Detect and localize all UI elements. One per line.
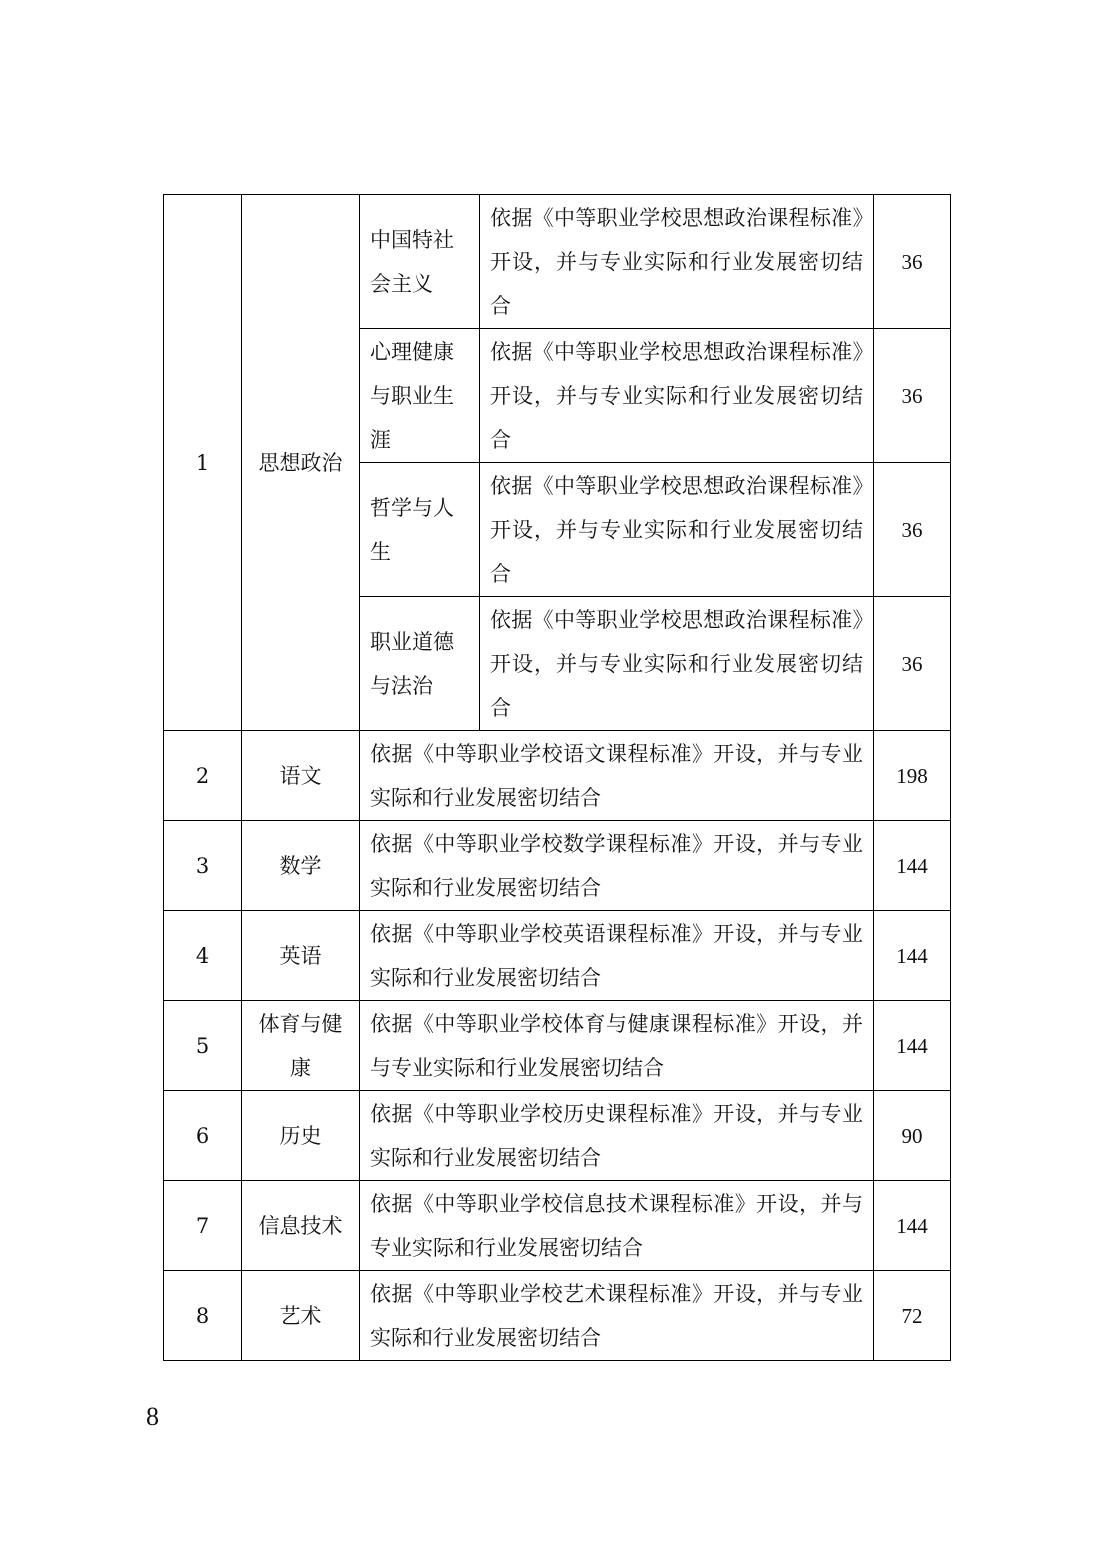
table-row	[164, 1091, 951, 1181]
course-description: 依据《中等职业学校思想政治课程标准》开设，并与专业实际和行业发展密切结合	[480, 597, 874, 731]
table-row	[164, 1181, 951, 1271]
course-hours: 36	[874, 329, 951, 463]
course-hours: 36	[874, 597, 951, 731]
course-table	[163, 194, 951, 1361]
course-hours: 36	[874, 463, 951, 597]
course-hours: 144	[874, 1001, 951, 1091]
course-description: 依据《中等职业学校思想政治课程标准》开设，并与专业实际和行业发展密切结合	[480, 195, 874, 329]
subject-name: 信息技术	[242, 1181, 360, 1271]
subject-name: 历史	[242, 1091, 360, 1181]
subject-name: 体育与健康	[242, 1001, 360, 1091]
course-description: 依据《中等职业学校思想政治课程标准》开设，并与专业实际和行业发展密切结合	[480, 463, 874, 597]
course-hours: 144	[874, 911, 951, 1001]
subject-name: 思想政治	[242, 195, 360, 731]
course-description: 依据《中等职业学校思想政治课程标准》开设，并与专业实际和行业发展密切结合	[480, 329, 874, 463]
row-number: 8	[164, 1271, 242, 1361]
course-hours: 144	[874, 821, 951, 911]
subject-name: 英语	[242, 911, 360, 1001]
course-description: 依据《中等职业学校历史课程标准》开设，并与专业实际和行业发展密切结合	[360, 1091, 874, 1181]
course-hours: 36	[874, 195, 951, 329]
row-number: 6	[164, 1091, 242, 1181]
course-description: 依据《中等职业学校英语课程标准》开设，并与专业实际和行业发展密切结合	[360, 911, 874, 1001]
row-number: 2	[164, 731, 242, 821]
row-number: 5	[164, 1001, 242, 1091]
row-number: 4	[164, 911, 242, 1001]
table-row	[164, 1271, 951, 1361]
course-hours: 198	[874, 731, 951, 821]
subject-name: 数学	[242, 821, 360, 911]
row-number: 7	[164, 1181, 242, 1271]
table-row	[164, 731, 951, 821]
row-number: 1	[164, 195, 242, 731]
sub-course-name: 心理健康与职业生涯	[360, 329, 480, 463]
table-row	[164, 911, 951, 1001]
course-description: 依据《中等职业学校语文课程标准》开设，并与专业实际和行业发展密切结合	[360, 731, 874, 821]
table-row	[164, 1001, 951, 1091]
course-hours: 144	[874, 1181, 951, 1271]
page-number: 8	[146, 1402, 159, 1431]
table-row	[164, 195, 951, 329]
course-description: 依据《中等职业学校艺术课程标准》开设，并与专业实际和行业发展密切结合	[360, 1271, 874, 1361]
course-hours: 72	[874, 1271, 951, 1361]
subject-name: 艺术	[242, 1271, 360, 1361]
course-hours: 90	[874, 1091, 951, 1181]
sub-course-name: 职业道德与法治	[360, 597, 480, 731]
row-number: 3	[164, 821, 242, 911]
table-row	[164, 821, 951, 911]
subject-name: 语文	[242, 731, 360, 821]
course-description: 依据《中等职业学校数学课程标准》开设，并与专业实际和行业发展密切结合	[360, 821, 874, 911]
sub-course-name: 中国特社会主义	[360, 195, 480, 329]
course-description: 依据《中等职业学校信息技术课程标准》开设，并与专业实际和行业发展密切结合	[360, 1181, 874, 1271]
course-description: 依据《中等职业学校体育与健康课程标准》开设，并与专业实际和行业发展密切结合	[360, 1001, 874, 1091]
sub-course-name: 哲学与人生	[360, 463, 480, 597]
